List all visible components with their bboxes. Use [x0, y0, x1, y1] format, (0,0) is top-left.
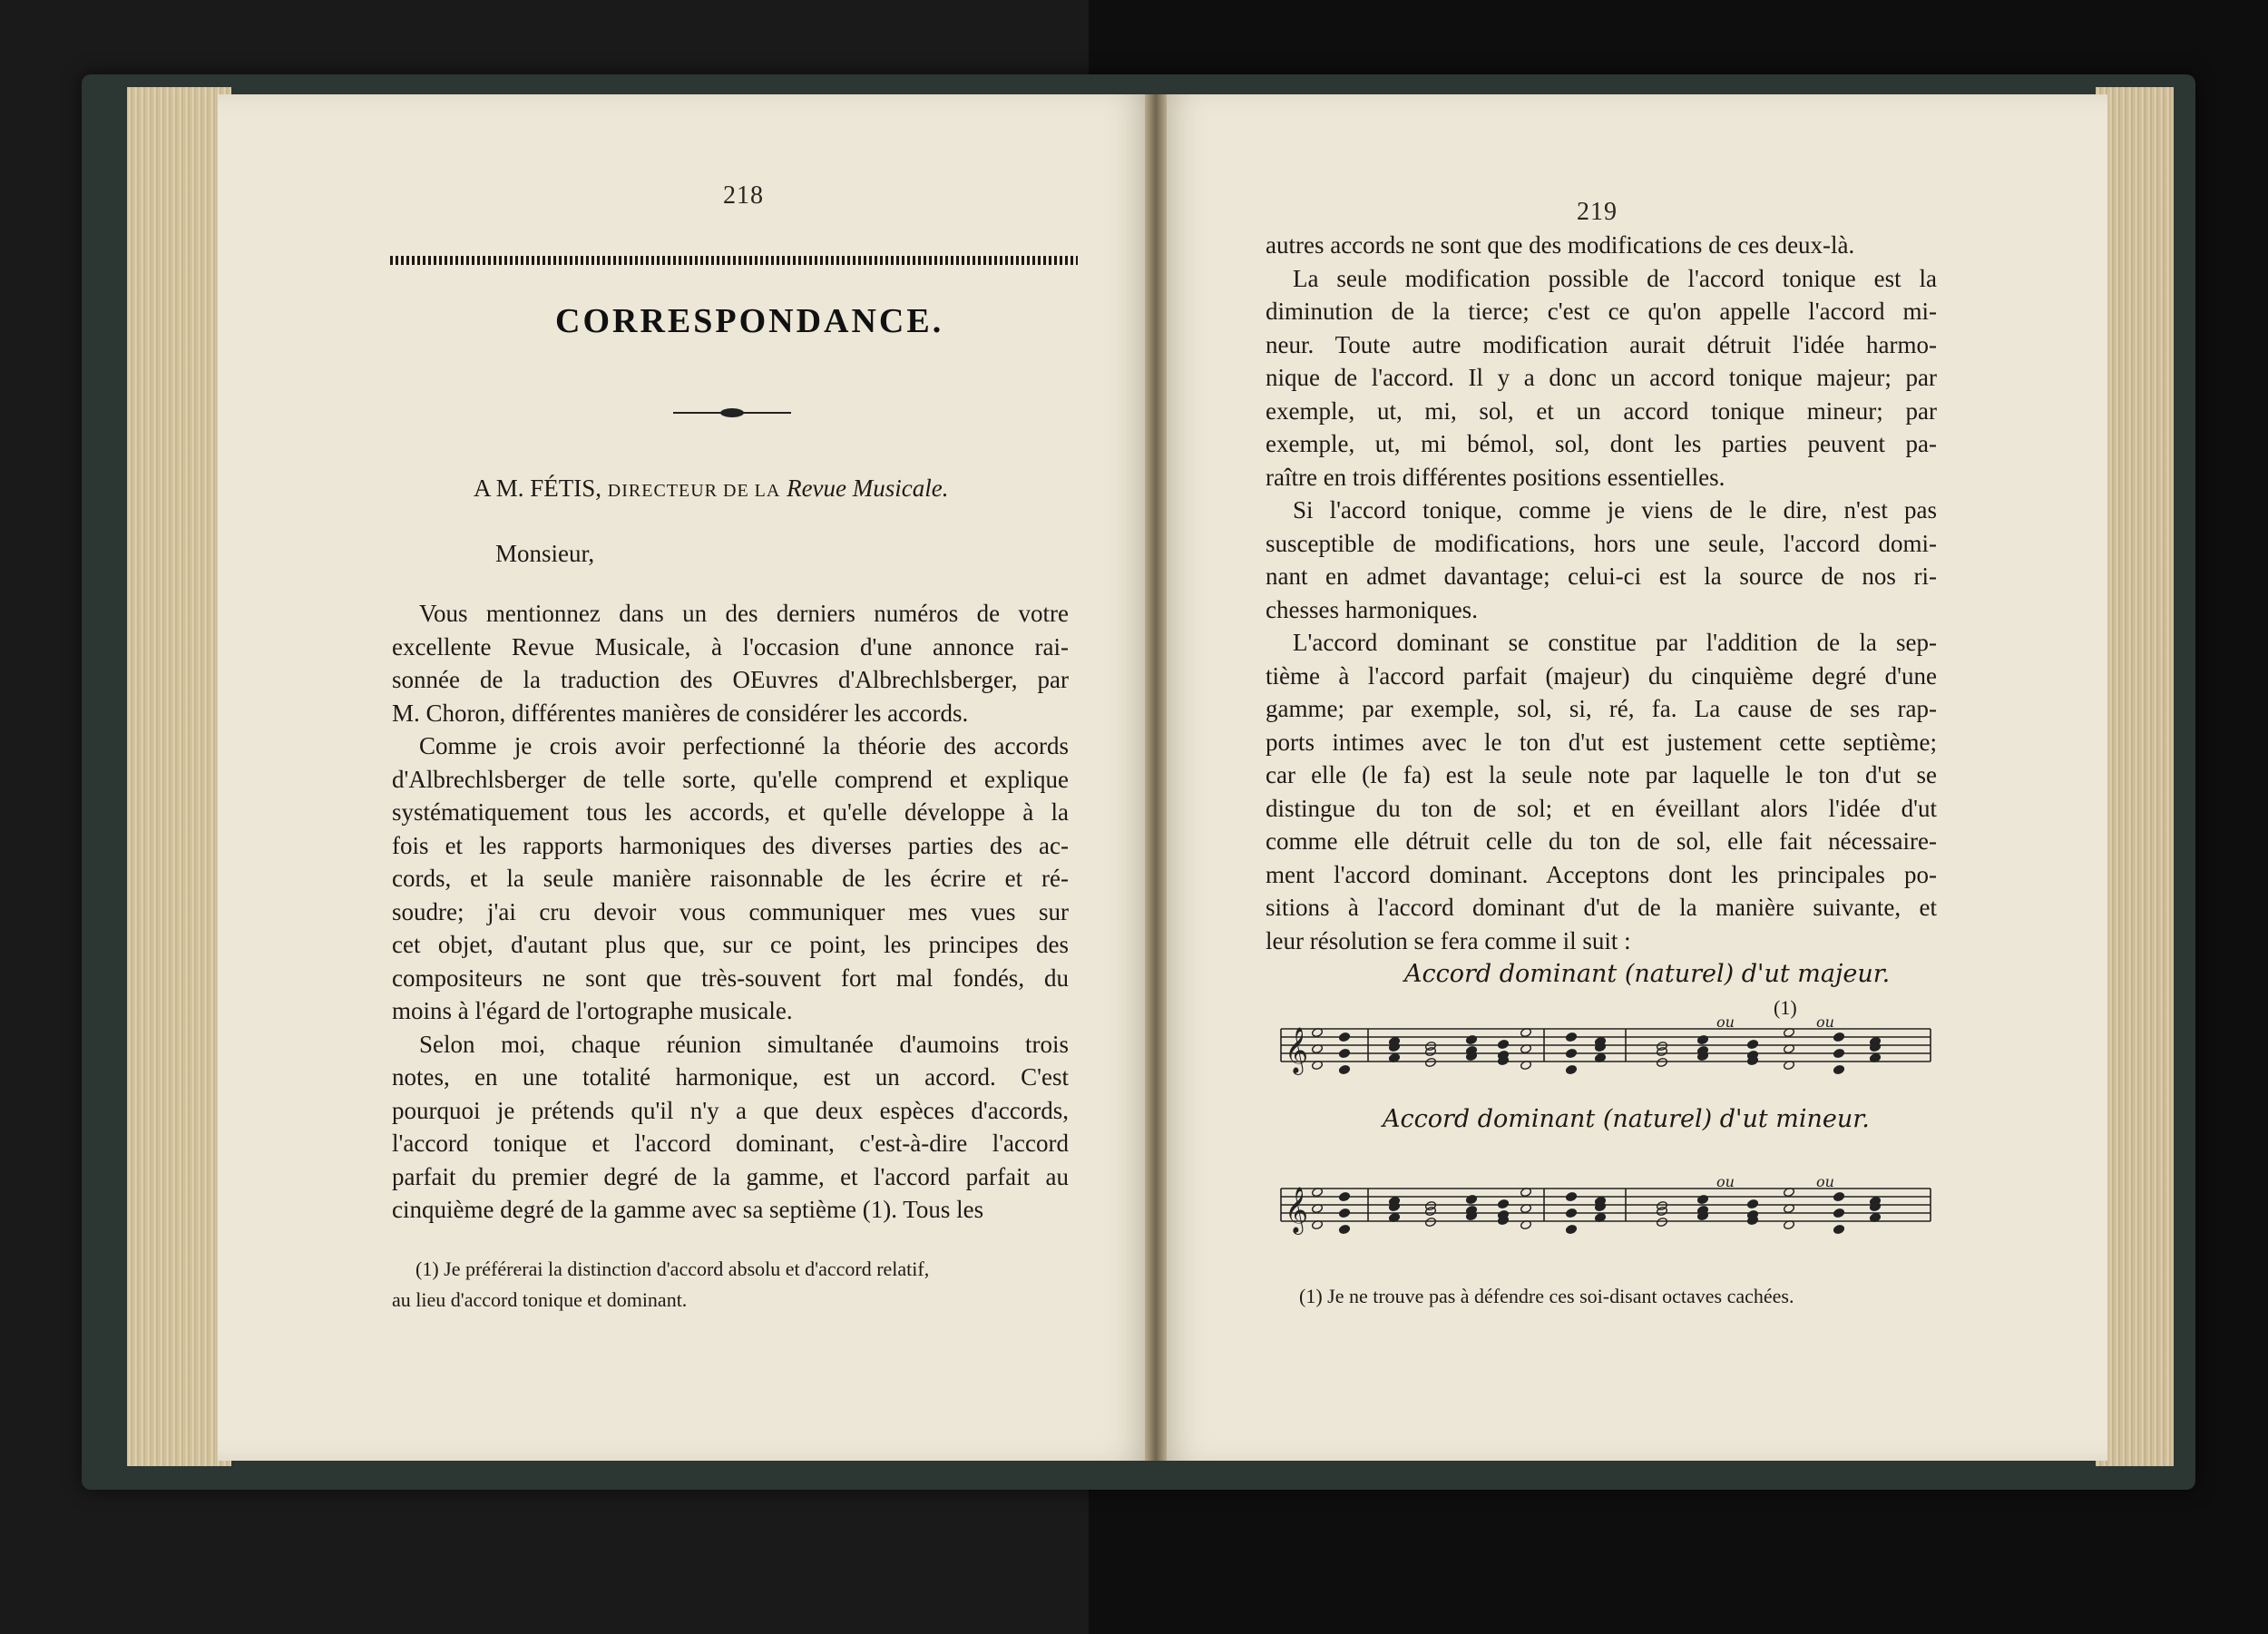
- example1-note-ref: (1): [1774, 996, 1797, 1019]
- note-head: [1833, 1032, 1844, 1042]
- footnote-left-2: au lieu d'accord tonique et dominant.: [392, 1288, 688, 1311]
- treble-clef-icon: 𝄞: [1285, 1027, 1309, 1073]
- note-head: [1465, 1034, 1477, 1044]
- right-body-line: gamme; par exemple, sol, si, ré, fa. La cause de ses rap-: [1266, 695, 1937, 722]
- note-head: [1746, 1199, 1758, 1208]
- ou-label: ou: [1716, 1173, 1735, 1190]
- address-line: [474, 472, 949, 508]
- right-body-line: chesses harmoniques.: [1266, 595, 1478, 623]
- note-head: [1565, 1224, 1577, 1234]
- header-rule: [390, 256, 1078, 265]
- right-body-line: sitions à l'accord dominant d'ut de la manière suivante, et: [1266, 894, 1937, 921]
- left-body-line: l'accord tonique et l'accord dominant, c'est-à-dire l'accord: [392, 1130, 1069, 1157]
- note-head: [1497, 1039, 1509, 1049]
- left-page-edges: [127, 87, 231, 1466]
- greeting: Monsieur,: [495, 540, 595, 567]
- left-body-line: pourquoi je prétends qu'il n'y a que deux espèces d'accords,: [392, 1096, 1069, 1124]
- right-body-line: raître en trois différentes positions essentielles.: [1266, 463, 1725, 491]
- left-body-line: fois et les rapports harmoniques des diverses parties des ac-: [392, 831, 1069, 859]
- note-head: [1833, 1224, 1844, 1234]
- left-body-line: Vous mentionnez dans un des derniers numéros de votre: [419, 600, 1069, 627]
- ou-label: ou: [1716, 1013, 1735, 1031]
- note-head: [1833, 1048, 1844, 1058]
- ou-label: ou: [1816, 1013, 1834, 1031]
- right-body-line: leur résolution se fera comme il suit :: [1266, 926, 1631, 954]
- right-body-line: L'accord dominant se constitue par l'addition de la sep-: [1293, 629, 1937, 656]
- footnote-right: (1) Je ne trouve pas à défendre ces soi-disant octaves cachées.: [1299, 1285, 1794, 1307]
- address-prefix: A M. FÉTIS,: [474, 475, 602, 502]
- right-body-line: nique de l'accord. Il y a donc un accord tonique majeur; par: [1266, 364, 1937, 391]
- left-body-line: sonnée de la traduction des OEuvres d'Albrechlsberger, par: [392, 666, 1069, 693]
- right-body-line: susceptible de modifications, hors une seule, l'accord domi-: [1266, 529, 1937, 557]
- left-body-line: cinquième degré de la gamme avec sa septième (1). Tous les: [392, 1196, 984, 1223]
- book-gutter: [1145, 94, 1167, 1461]
- note-head: [1565, 1191, 1577, 1201]
- note-head: [1833, 1208, 1844, 1218]
- music-staff-1: [1281, 1013, 1931, 1080]
- right-body-line: ports intimes avec le ton d'ut est justement cette septième;: [1266, 728, 1937, 756]
- note-head: [1656, 1217, 1667, 1227]
- left-body-line: notes, en une totalité harmonique, est un accord. C'est: [392, 1063, 1069, 1091]
- note-head: [1338, 1064, 1350, 1074]
- left-body-line: d'Albrechlsberger de telle sorte, qu'elle comprend et explique: [392, 765, 1069, 793]
- left-body-line: compositeurs ne sont que très-souvent fort mal fondés, du: [392, 964, 1069, 992]
- note-head: [1746, 1039, 1758, 1049]
- right-body-line: exemple, ut, mi bémol, sol, dont les parties peuvent pa-: [1266, 430, 1937, 457]
- note-head: [1338, 1208, 1350, 1218]
- page-title: CORRESPONDANCE.: [555, 302, 944, 340]
- note-head: [1565, 1048, 1577, 1058]
- note-head: [1696, 1034, 1708, 1044]
- left-body-line: parfait du premier degré de la gamme, et l'accord parfait au: [392, 1162, 1069, 1190]
- example1-label: Accord dominant (naturel) d'ut majeur.: [1404, 960, 1891, 988]
- right-body-line: distingue du ton de sol; et en éveillant alors l'idée d'ut: [1266, 794, 1937, 822]
- right-body-line: comme elle détruit celle du ton de sol, elle fait nécessaire-: [1266, 827, 1937, 855]
- note-head: [1338, 1191, 1350, 1201]
- right-body-line: ment l'accord dominant. Acceptons dont les principales po-: [1266, 860, 1937, 888]
- note-head: [1338, 1224, 1350, 1234]
- ou-label: ou: [1816, 1173, 1834, 1190]
- left-body-line: excellente Revue Musicale, à l'occasion d'une annonce rai-: [392, 632, 1069, 660]
- note-head: [1497, 1199, 1509, 1208]
- left-body-text: [392, 597, 1069, 1227]
- right-body-line: La seule modification possible de l'accord tonique est la: [1293, 264, 1937, 292]
- left-body-line: soudre; j'ai cru devoir vous communiquer mes vues sur: [392, 897, 1069, 925]
- left-body-line: systématiquement tous les accords, et qu'elle développe à la: [392, 798, 1069, 826]
- left-body-line: cet objet, d'autant plus que, sur ce point, les principes des: [392, 931, 1069, 958]
- page-number-right: 219: [1577, 198, 1618, 226]
- right-body-line: neur. Toute autre modification aurait détruit l'idée harmo-: [1266, 330, 1937, 358]
- note-head: [1338, 1032, 1350, 1042]
- note-head: [1833, 1191, 1844, 1201]
- note-head: [1565, 1032, 1577, 1042]
- right-body-text: [1266, 229, 1937, 957]
- note-head: [1565, 1064, 1577, 1074]
- note-head: [1833, 1064, 1844, 1074]
- right-body-line: Si l'accord tonique, comme je viens de le dire, n'est pas: [1293, 496, 1937, 523]
- right-body-line: tième à l'accord parfait (majeur) du cinquième degré d'une: [1266, 661, 1937, 690]
- left-body-line: moins à l'égard de l'ortographe musicale.: [392, 997, 793, 1024]
- left-body-line: M. Choron, différentes manières de considérer les accords.: [392, 699, 969, 727]
- example2-label: Accord dominant (naturel) d'ut mineur.: [1383, 1105, 1870, 1133]
- treble-clef-icon: 𝄞: [1285, 1187, 1309, 1233]
- right-body-line: diminution de la tierce; c'est ce qu'on appelle l'accord mi-: [1266, 298, 1937, 325]
- note-head: [1696, 1194, 1708, 1204]
- note-head: [1565, 1208, 1577, 1218]
- footnote-left-1: (1) Je préférerai la distinction d'accord absolu et d'accord relatif,: [415, 1257, 930, 1280]
- left-body-line: Comme je crois avoir perfectionné la théorie des accords: [419, 732, 1069, 759]
- right-body-line: exemple, ut, mi, sol, et un accord tonique mineur; par: [1266, 396, 1937, 425]
- music-staff-2: [1281, 1173, 1931, 1239]
- note-head: [1656, 1057, 1667, 1067]
- right-body-line: car elle (le fa) est la seule note par laquelle le ton d'ut se: [1266, 761, 1937, 788]
- note-head: [1424, 1217, 1436, 1227]
- note-head: [1424, 1057, 1436, 1067]
- right-body-line: nant en admet davantage; celui-ci est la source de nos ri-: [1266, 563, 1937, 590]
- page-number-left: 218: [723, 181, 764, 210]
- address-role: DIRECTEUR DE LA: [607, 481, 781, 501]
- address-journal: Revue Musicale.: [787, 475, 949, 502]
- left-body-line: cords, et la seule manière raisonnable de les écrire et ré-: [392, 865, 1069, 892]
- note-head: [1465, 1194, 1477, 1204]
- right-body-line: autres accords ne sont que des modifications de ces deux-là.: [1266, 231, 1855, 259]
- title-ornament: [673, 410, 791, 416]
- left-body-line: Selon moi, chaque réunion simultanée d'aumoins trois: [419, 1030, 1069, 1058]
- note-head: [1338, 1048, 1350, 1058]
